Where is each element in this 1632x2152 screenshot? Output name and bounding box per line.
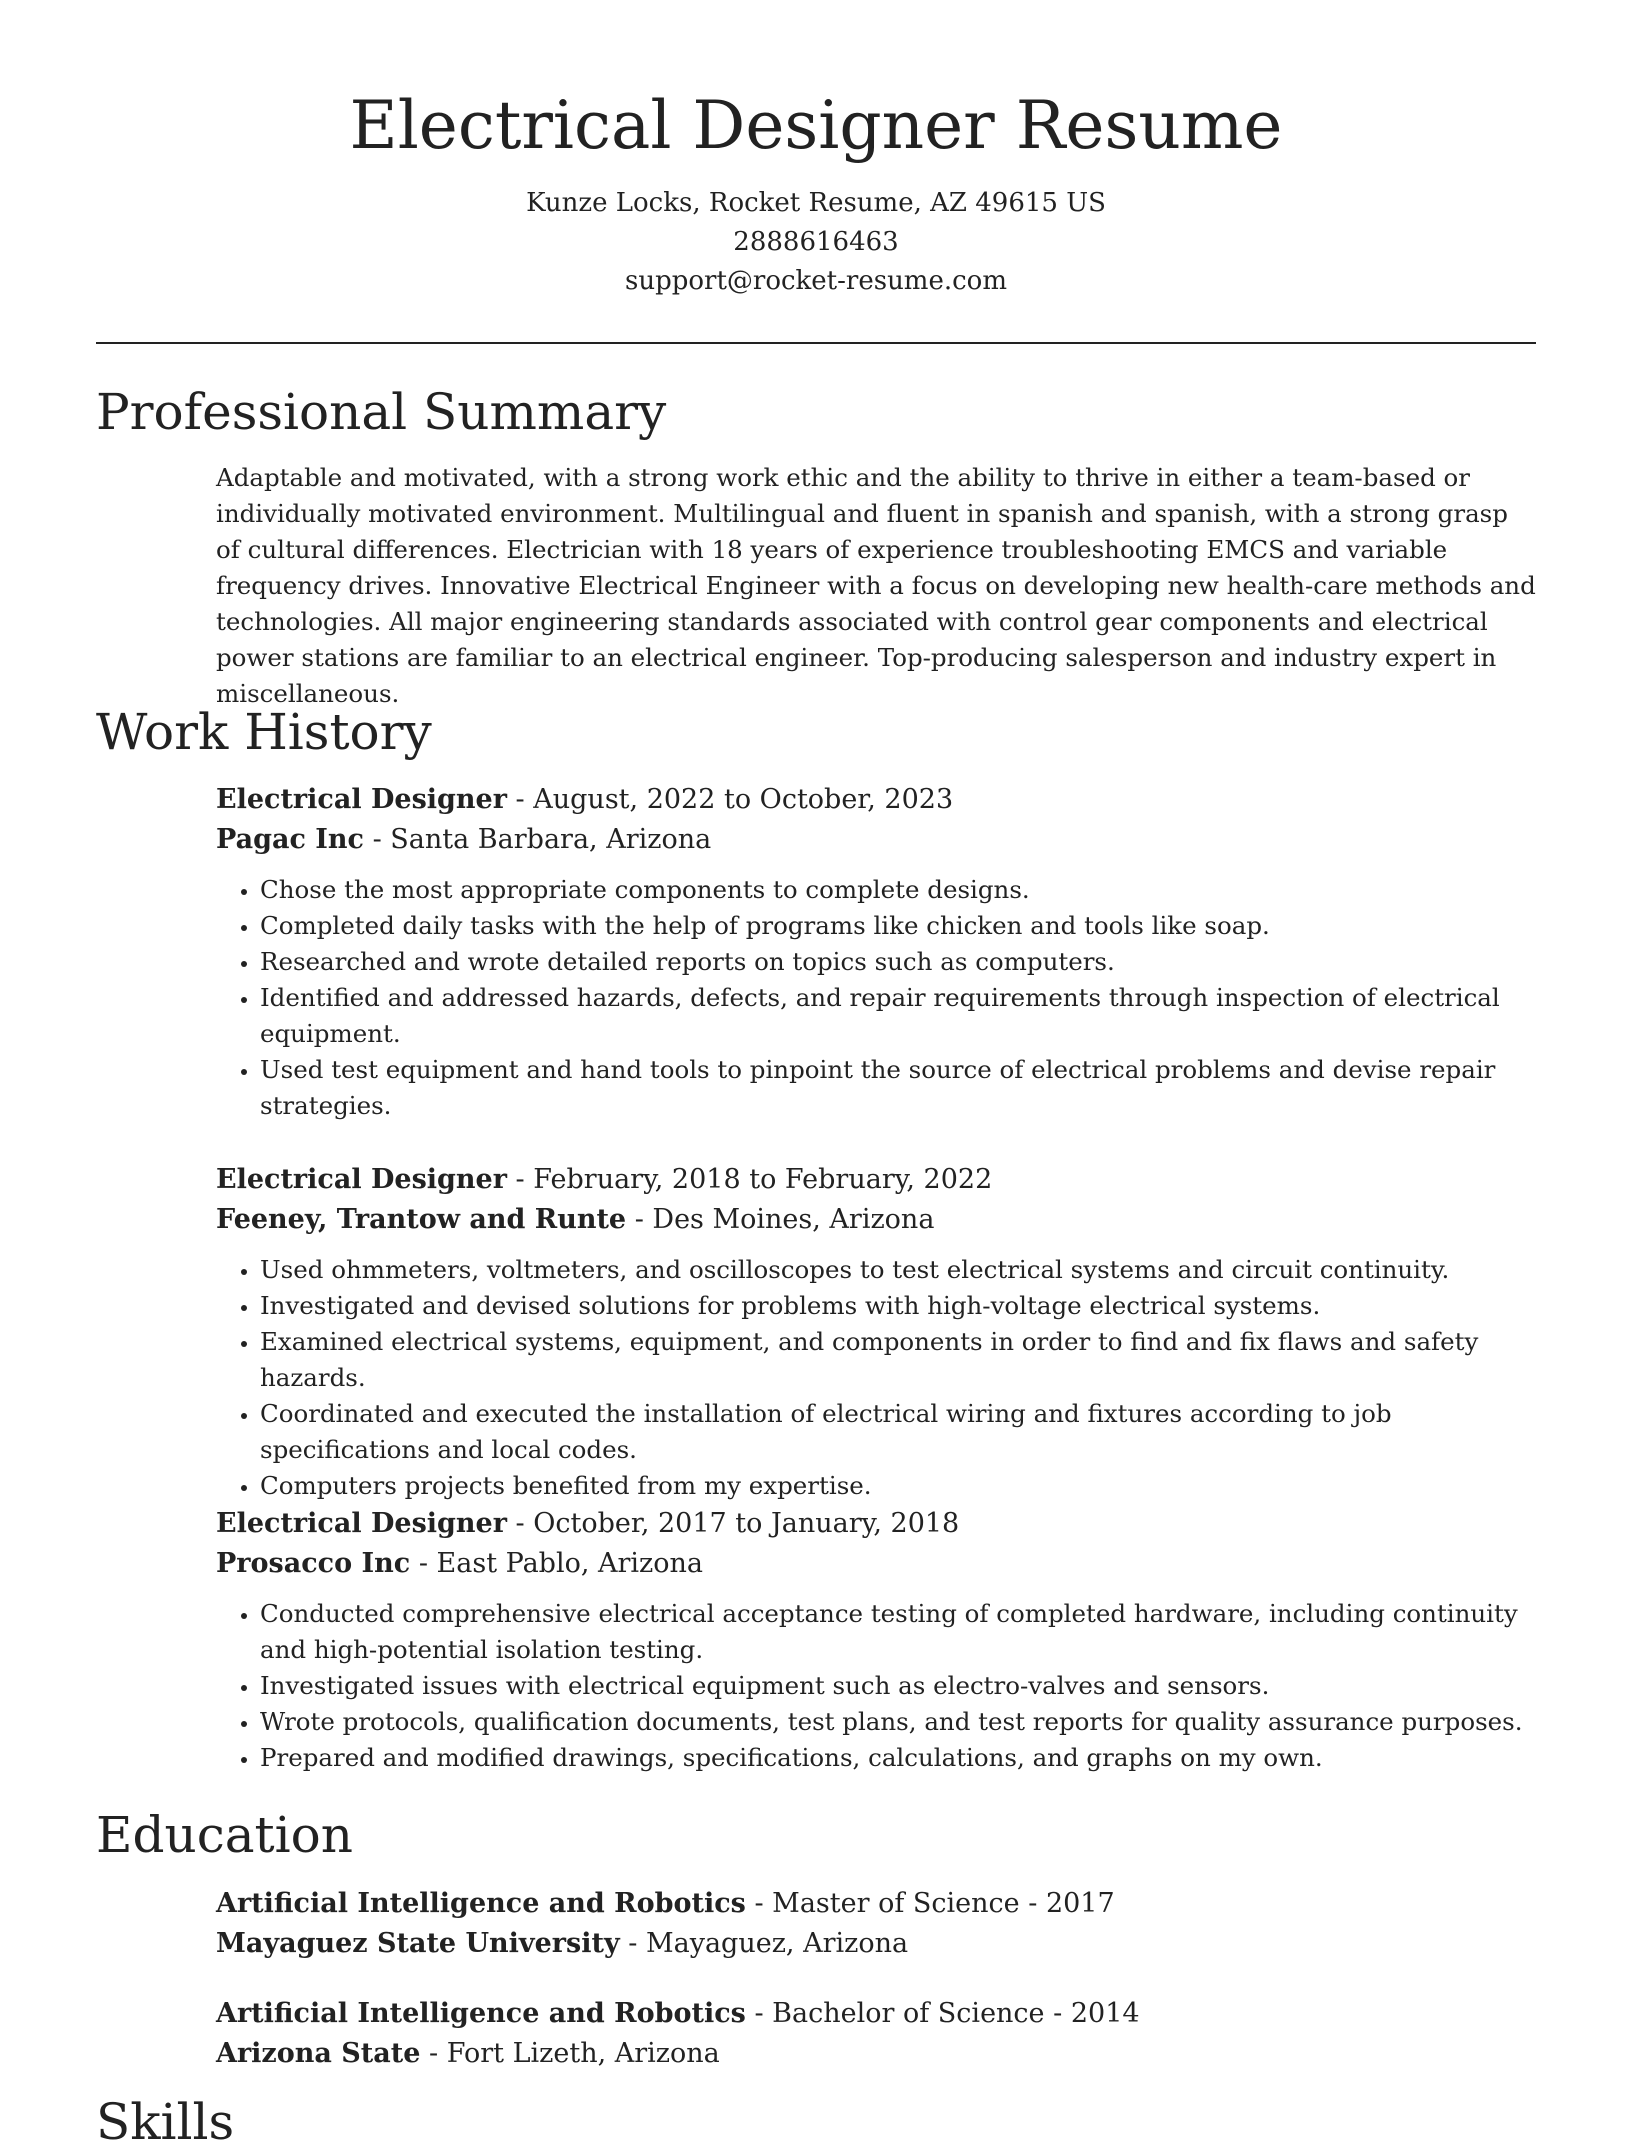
header-divider bbox=[96, 342, 1536, 344]
list-item: • Completed daily tasks with the help of programs like chicken and tools like soap. bbox=[260, 908, 1536, 944]
job-title-line: Electrical Designer - August, 2022 to October, 2023 bbox=[216, 784, 954, 815]
contact-info bbox=[0, 184, 1632, 301]
job-entry bbox=[216, 1504, 1536, 1776]
list-item: • Conducted comprehensive electrical acceptance testing of completed hardware, including continuity and high-potential isolation testing. bbox=[260, 1596, 1536, 1668]
degree-line: Artificial Intelligence and Robotics - Master of Science - 2017 bbox=[216, 1888, 1115, 1919]
resume-header bbox=[0, 82, 1632, 301]
list-item: • Examined electrical systems, equipment, and components in order to find and fix flaws and safety hazards. bbox=[260, 1324, 1536, 1396]
education-entry bbox=[216, 1884, 1536, 1964]
list-item: • Investigated and devised solutions for problems with high-voltage electrical systems. bbox=[260, 1288, 1536, 1324]
job-company-line: Feeney, Trantow and Runte - Des Moines, Arizona bbox=[216, 1204, 935, 1235]
education-heading: Education bbox=[96, 1806, 353, 1864]
list-item: • Coordinated and executed the installation of electrical wiring and fixtures according to job specifications and local codes. bbox=[260, 1396, 1536, 1468]
contact-email: support@rocket-resume.com bbox=[624, 266, 1007, 296]
job-company-line: Prosacco Inc - East Pablo, Arizona bbox=[216, 1548, 704, 1579]
contact-address: Kunze Locks, Rocket Resume, AZ 49615 US bbox=[526, 188, 1106, 218]
list-item: • Identified and addressed hazards, defects, and repair requirements through inspection of electrical equipment. bbox=[260, 980, 1536, 1052]
list-item: • Researched and wrote detailed reports on topics such as computers. bbox=[260, 944, 1536, 980]
list-item: • Wrote protocols, qualification documents, test plans, and test reports for quality assurance purposes. bbox=[260, 1704, 1536, 1740]
summary-heading: Professional Summary bbox=[96, 383, 667, 441]
degree-line: Artificial Intelligence and Robotics - Bachelor of Science - 2014 bbox=[216, 1998, 1140, 2029]
list-item: • Used test equipment and hand tools to pinpoint the source of electrical problems and devise repair strategies. bbox=[260, 1052, 1536, 1124]
job-title-line: Electrical Designer - February, 2018 to February, 2022 bbox=[216, 1164, 993, 1195]
contact-phone: 2888616463 bbox=[733, 227, 899, 257]
school-line: Mayaguez State University - Mayaguez, Arizona bbox=[216, 1928, 909, 1959]
list-item: • Investigated issues with electrical equipment such as electro-valves and sensors. bbox=[260, 1668, 1536, 1704]
job-entry bbox=[216, 1160, 1536, 1504]
skills-heading: Skills bbox=[96, 2093, 235, 2151]
list-item: • Prepared and modified drawings, specifications, calculations, and graphs on my own. bbox=[260, 1740, 1536, 1776]
page-title: Electrical Designer Resume bbox=[349, 87, 1283, 164]
summary-text: Adaptable and motivated, with a strong work ethic and the ability to thrive in either a team-based or individually motivated environment. Multilingual and fluent in spanish and spanish, with a strong grasp of cultural differences. Electrician with 18 years of experience troubleshooting EMCS and variable frequency drives. Innovative Electrical Engineer with a focus on developing new health-care methods and technologies. All major engineering standards associated with control gear components and electrical power stations are familiar to an electrical engineer. Top-producing salesperson and industry expert in miscellaneous. bbox=[216, 463, 1536, 708]
job-entry bbox=[216, 780, 1536, 1124]
job-duties-list bbox=[216, 1596, 1536, 1776]
school-line: Arizona State - Fort Lizeth, Arizona bbox=[216, 2038, 720, 2069]
list-item: • Used ohmmeters, voltmeters, and oscilloscopes to test electrical systems and circuit continuity. bbox=[260, 1252, 1536, 1288]
job-duties-list bbox=[216, 1252, 1536, 1504]
job-company-line: Pagac Inc - Santa Barbara, Arizona bbox=[216, 824, 712, 855]
job-duties-list bbox=[216, 872, 1536, 1124]
list-item: • Chose the most appropriate components to complete designs. bbox=[260, 872, 1536, 908]
education-entry bbox=[216, 1994, 1536, 2074]
list-item: • Computers projects benefited from my expertise. bbox=[260, 1468, 1536, 1504]
job-title-line: Electrical Designer - October, 2017 to January, 2018 bbox=[216, 1508, 960, 1539]
work-history-heading: Work History bbox=[96, 703, 432, 761]
